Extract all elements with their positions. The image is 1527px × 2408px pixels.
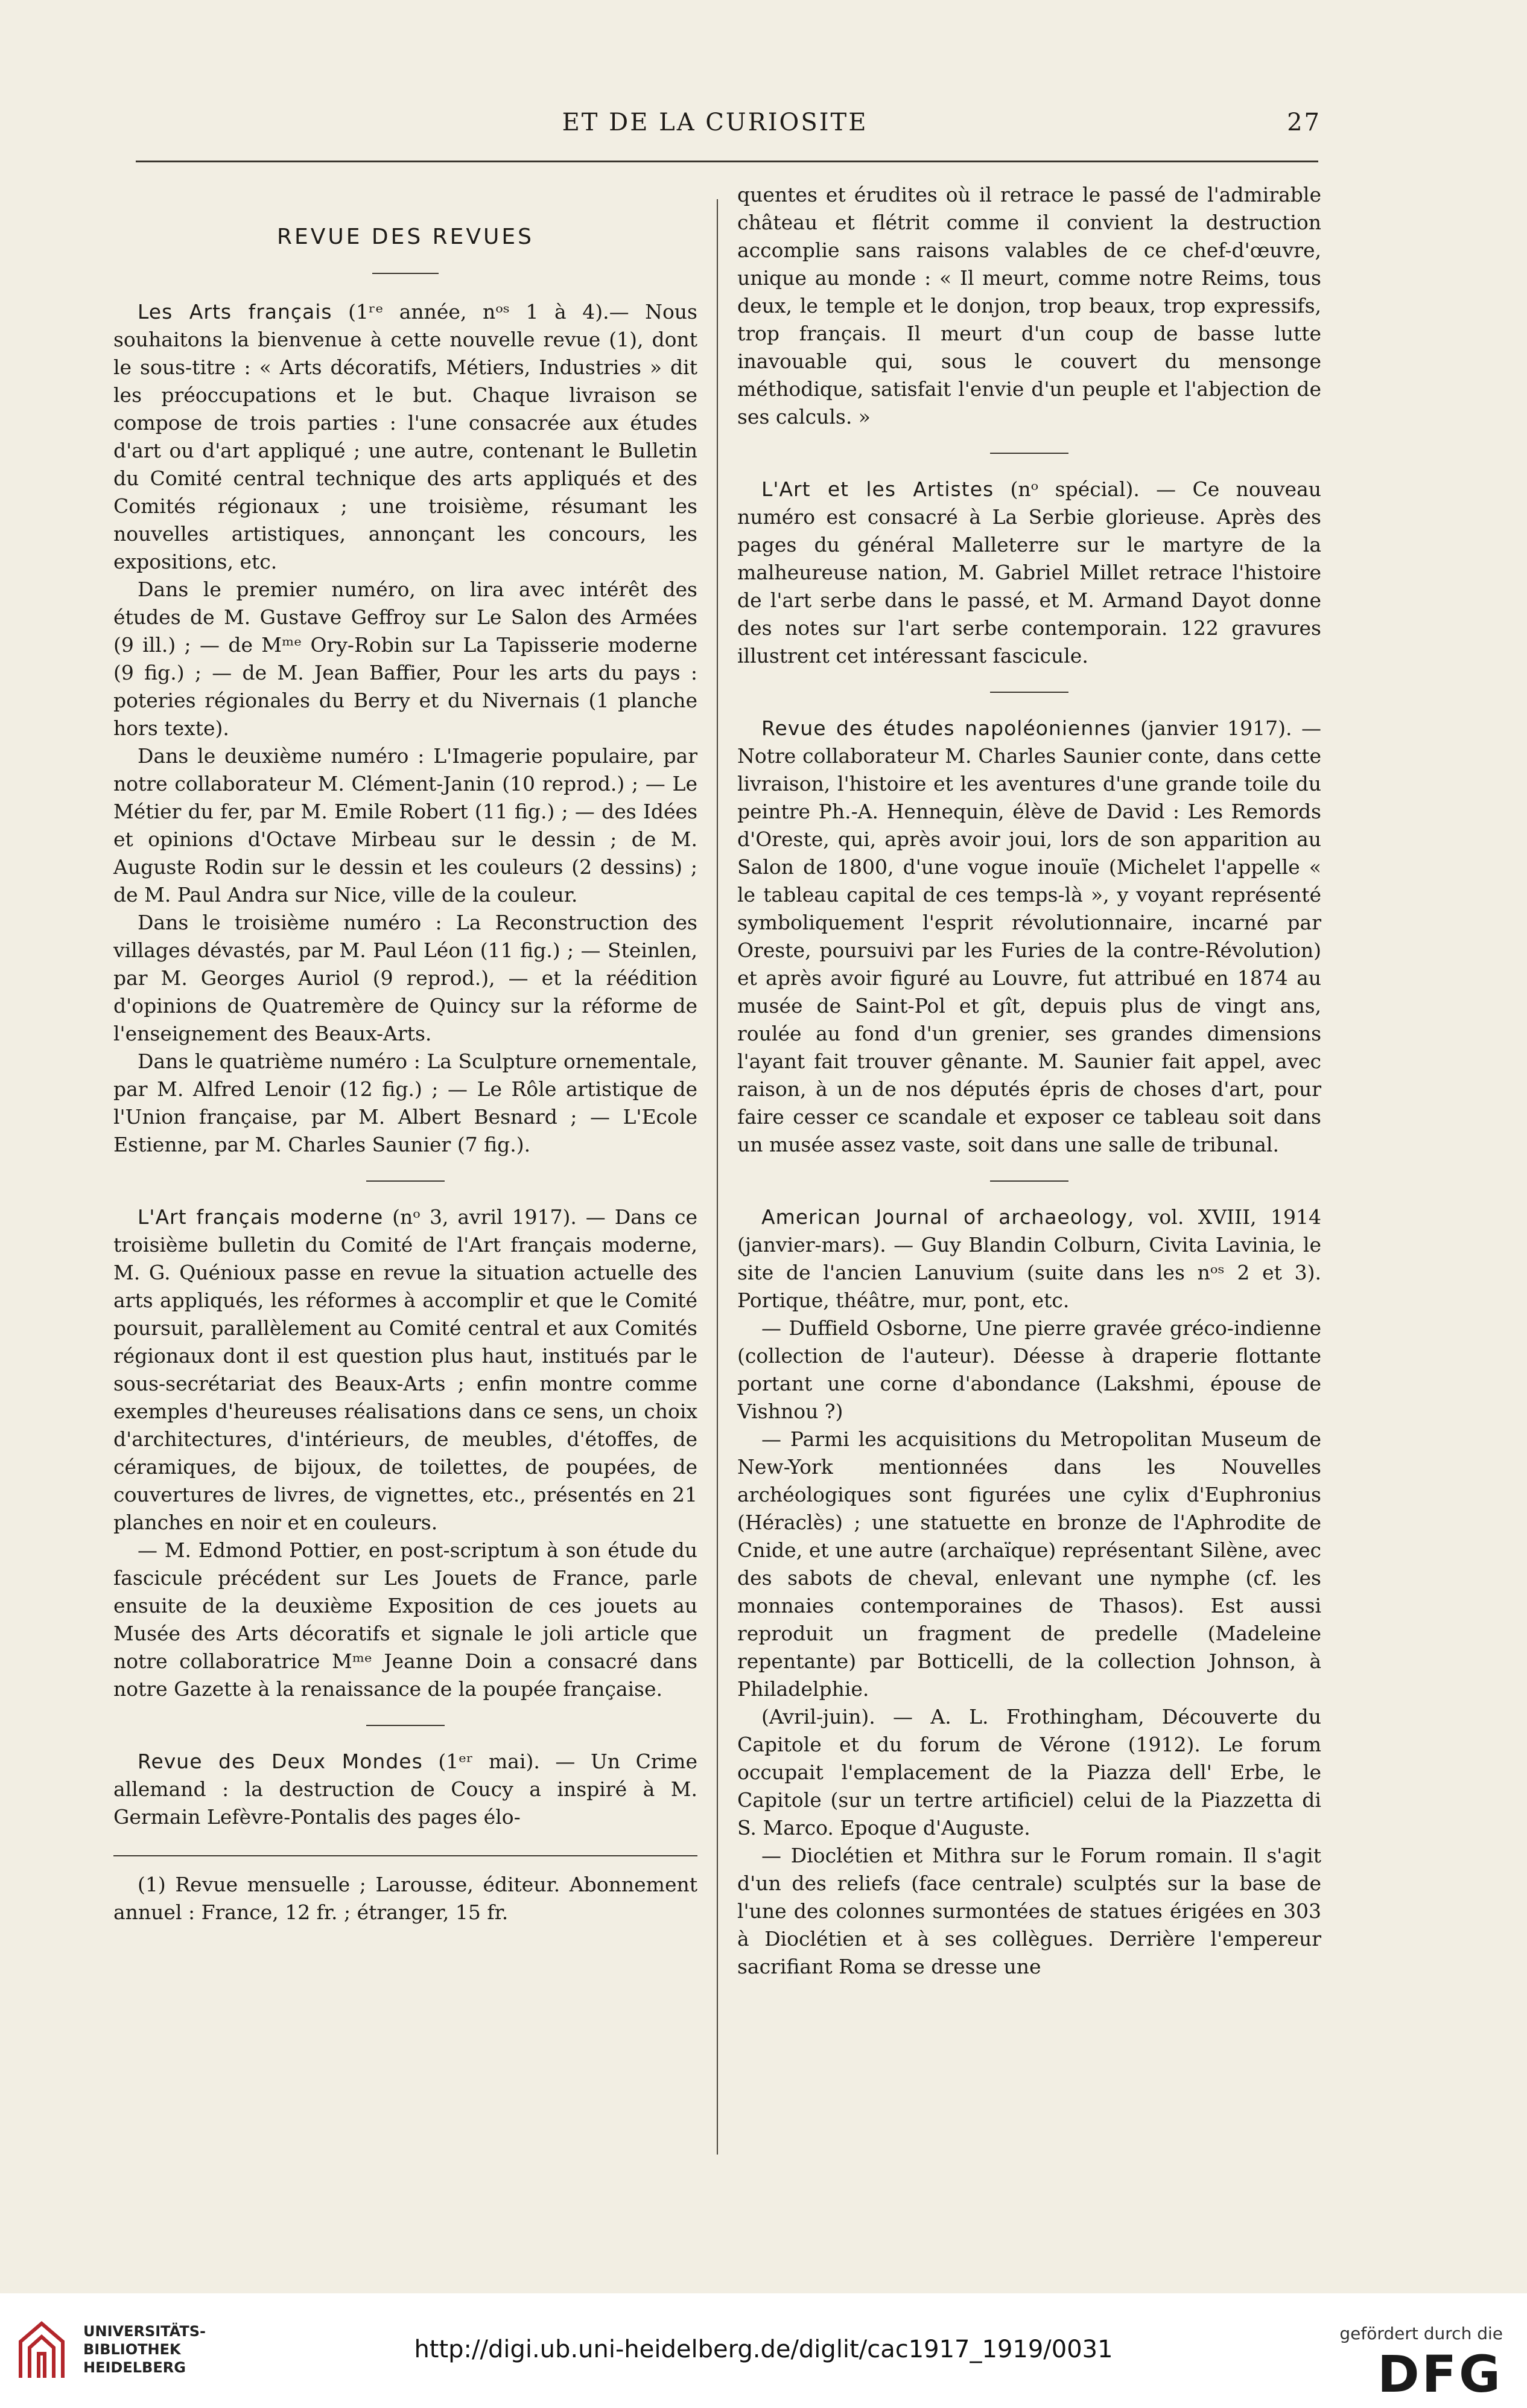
right-column (737, 181, 1321, 1981)
footnote-rule (113, 1855, 697, 1856)
entry-text: (janvier 1917). — Notre collaborateur M. Charles Saunier conte, dans cette livraison, l'histoire et les aventures d'une grande toile du peintre Ph.-A. Hennequin, élève de David : Les Remords d'Oreste, qui, après avoir joui, lors de son apparition au Salon de 1800, d'une vogue inouïe (Michelet l'appelle « le tableau capital de ces temps-là », y voyant représenté symboliquement l'esprit révolutionnaire, incarné par Oreste, poursuivi par les Furies de la contre-Révolution) et après avoir figuré au Louvre, fut attribué en 1874 au musée de Saint-Pol et gît, depuis plus de vingt ans, roulée au fond d'un grenier, ses grandes dimensions l'ayant fait trouver gênante. M. Saunier fait appel, avec raison, à un de nos députés épris de choses d'art, pour faire cesser ce scandale et exposer ce tableau soit dans un musée assez vaste, soit dans une salle de tribunal. (737, 716, 1321, 1156)
dfg-logo: DFG (1377, 2345, 1503, 2404)
journal-title: American Journal of archaeology (761, 1205, 1128, 1229)
paragraph: — Dioclétien et Mithra sur le Forum romain. Il s'agit d'un des reliefs (face centrale) sculptés sur la base de l'une des colonnes surmontées de statues érigées en 303 à Dioclétien et à ses collègues. Derrière l'empereur sacrifiant Roma se dresse une (737, 1844, 1321, 1978)
funding-label: gefördert durch die (1339, 2324, 1503, 2343)
running-title: ET DE LA CURIOSITE (562, 109, 868, 136)
separator-rule (990, 692, 1068, 693)
entry-text: (1ᵉʳ mai). — Un Crime allemand : la destruction de Coucy a inspiré à M. Germain Lefèvre-Pontalis des pages élo- (113, 1750, 697, 1829)
paragraph: Dans le premier numéro, on lira avec intérêt des études de M. Gustave Geffroy sur Le Salon des Armées (9 ill.) ; — de Mᵐᵉ Ory-Robin sur La Tapisserie moderne (9 fig.) ; — de M. Jean Baffier, Pour les arts du pays : poteries régionales du Berry et du Nivernais (1 planche hors texte). (113, 578, 697, 740)
entry-text: (1ʳᵉ année, nᵒˢ 1 à 4).— Nous souhaitons la bienvenue à cette nouvelle revue (1), dont le sous-titre : « Arts décoratifs, Métiers, Industries » dit les préoccupations et le but. Chaque livraison se compose de trois parties : l'une consacrée aux études d'art ou d'art appliqué ; une autre, contenant le Bulletin du Comité central technique des arts appliqués et des Comités régionaux ; une troisième, résumant les nouvelles artistiques, annonçant les concours, les expositions, etc. (113, 300, 697, 573)
footnote: (1) Revue mensuelle ; Larousse, éditeur. Abonnement annuel : France, 12 fr. ; étranger, 15 fr. (113, 1873, 697, 1924)
separator-rule (366, 1180, 445, 1182)
paragraph: — M. Edmond Pottier, en post-scriptum à son étude du fascicule précédent sur Les Jouets de France, parle ensuite de la deuxième Exposition de ces jouets au Musée des Arts décoratifs et signale le joli article que notre collaboratrice Mᵐᵉ Jeanne Doin a consacré dans notre Gazette à la renaissance de la poupée française. (113, 1538, 697, 1701)
left-column (113, 181, 697, 1926)
paragraph: — Parmi les acquisitions du Metropolitan Museum de New-York mentionnées dans les Nouvelles archéologiques sont figurées une cylix d'Euphronius (Héraclès) ; une statuette en bronze de l'Aphrodite de Cnide, et une autre (archaïque) représentant Silène, avec des sabots de cheval, enlevant une nymphe (cf. les monnaies contemporaines de Thasos). Est aussi reproduit un fragment de predelle (Madeleine repentante) par Botticelli, de la collection Johnson, à Philadelphie. (737, 1427, 1321, 1701)
entry-etudes-napoleoniennes (737, 715, 1321, 1159)
journal-title: Les Arts français (138, 300, 332, 323)
section-title: REVUE DES REVUES (276, 225, 535, 249)
separator-rule (990, 453, 1068, 454)
journal-title: Revue des études napoléoniennes (761, 716, 1131, 740)
column-divider (717, 199, 718, 2155)
paragraph: Dans le troisième numéro : La Reconstruction des villages dévastés, par M. Paul Léon (11 fig.) ; — Steinlen, par M. Georges Auriol (9 reprod.), — et la réédition d'opinions de Quatremère de Quincy sur la réforme de l'enseignement des Beaux-Arts. (113, 911, 697, 1045)
header-rule (136, 161, 1318, 162)
journal-title: Revue des Deux Mondes (138, 1750, 423, 1773)
entry-art-et-les-artistes (737, 476, 1321, 670)
running-head (109, 109, 1321, 145)
page-number: 27 (1287, 109, 1321, 136)
source-url-link[interactable]: http://digi.ub.uni-heidelberg.de/diglit/cac1917_1919/0031 (414, 2336, 1113, 2363)
paragraph: — Duffield Osborne, Une pierre gravée gréco-indienne (collection de l'auteur). Déesse à draperie flottante portant une corne d'abondance (Lakshmi, épouse de Vishnou ?) (737, 1316, 1321, 1423)
separator-rule (990, 1180, 1068, 1182)
entry-american-journal (737, 1203, 1321, 1981)
paragraph: (Avril-juin). — A. L. Frothingham, Découverte du Capitole et du forum de Vérone (1912). Le forum occupait l'emplacement de la Piazza dell' Erbe, le Capitole (sur un tertre artificiel) celui de la Piazzetta di S. Marco. Epoque d'Auguste. (737, 1705, 1321, 1839)
entry-art-francais-moderne (113, 1203, 697, 1703)
paragraph: Dans le quatrième numéro : La Sculpture ornementale, par M. Alfred Lenoir (12 fig.) ; — Le Rôle artistique de l'Union française, par M. Albert Besnard ; — L'Ecole Estienne, par M. Charles Saunier (7 fig.). (113, 1050, 697, 1156)
journal-title: L'Art français moderne (138, 1205, 384, 1229)
entry-text: , vol. XVIII, 1914 (janvier-mars). — Guy Blandin Colburn, Civita Lavinia, le site de l'ancien Lanuvium (suite dans les nᵒˢ 2 et 3). Portique, théâtre, mur, pont, etc. (737, 1205, 1322, 1312)
entry-les-arts-francais (113, 298, 697, 1159)
paragraph: quentes et érudites où il retrace le passé de l'admirable château et flétrit comme il convient la destruction accomplie sans raisons valables de ce chef-d'œuvre, unique au monde : « Il meurt, comme notre Reims, tous deux, le temple et le donjon, trop beaux, trop expressifs, trop français. Il meurt d'un coup de basse lutte inavouable qui, sous le couvert du mensonge méthodique, satisfait l'envie d'un peuple et l'abjection de ses calculs. » (737, 183, 1321, 428)
entry-text: (nᵒ spécial). — Ce nouveau numéro est consacré à La Serbie glorieuse. Après des pages du général Malleterre sur le martyre de la malheureuse nation, M. Gabriel Millet retrace l'histoire de l'art serbe dans le passé, et M. Armand Dayot donne des notes sur l'art serbe contemporain. 122 gravures illustrent cet intéressant fascicule. (737, 477, 1322, 667)
entry-revue-des-deux-mondes (113, 1748, 697, 1831)
library-name-text: UNIVERSITÄTS- BIBLIOTHEK HEIDELBERG (83, 2323, 206, 2376)
digitization-footer (0, 2293, 1527, 2408)
paragraph: Dans le deuxième numéro : L'Imagerie populaire, par notre collaborateur M. Clément-Janin (10 reprod.) ; — Le Métier du fer, par M. Emile Robert (11 fig.) ; — des Idées et opinions d'Octave Mirbeau sur le dessin ; de M. Auguste Rodin sur le dessin et les couleurs (2 dessins) ; de M. Paul Andra sur Nice, ville de la couleur. (113, 744, 697, 906)
title-rule (372, 273, 439, 274)
journal-title: L'Art et les Artistes (761, 477, 994, 501)
separator-rule (366, 1725, 445, 1726)
entry-text: (nᵒ 3, avril 1917). — Dans ce troisième bulletin du Comité de l'Art français moderne, M. G. Quénioux passe en revue la situation actuelle des arts appliqués, les réformes à accomplir et que le Comité poursuit, parallèlement au Comité central et aux Comités régionaux dont il est question plus haut, institués par le sous-secrétariat des Beaux-Arts ; enfin montre comme exemples d'heureuses réalisations dans ce sens, un choix d'architectures, d'intérieurs, de meubles, d'étoffes, de céramiques, de bijoux, de toilettes, de poupées, de couvertures de livres, de vignettes, etc., présentés en 21 planches en noir et en couleurs. (113, 1205, 697, 1534)
